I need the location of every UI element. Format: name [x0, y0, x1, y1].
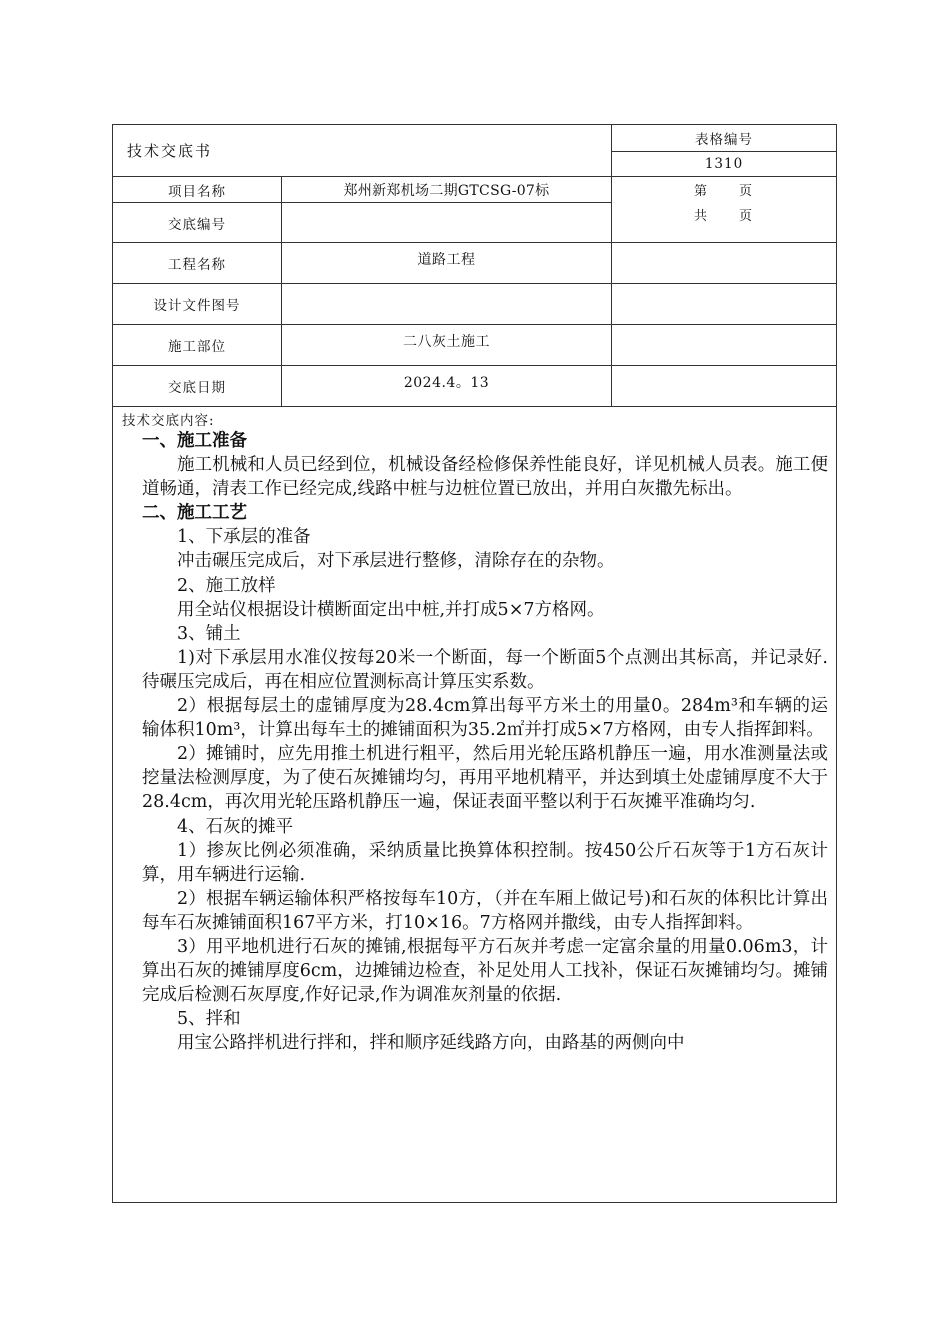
form-number: 1310 — [704, 155, 744, 172]
label-disclosure-date: 交底日期 — [168, 380, 226, 396]
label-construction-part: 施工部位 — [168, 339, 226, 355]
value-disclosure-no — [282, 203, 611, 242]
content-paragraph: 2）根据每层土的虚铺厚度为28.4cm算出每平方米土的用量0。284m³和车辆的运输体积10m³，计算出每车土的摊铺面积为35.2㎡并打成5×7方格网，由专人指挥卸料。 — [142, 696, 828, 741]
content-paragraph: 2）根据车辆运输体积严格按每车10方，（并在车厢上做记号)和石灰的体积比计算出每车石灰摊铺面积167平方米，打10×16。7方格网并撒线，由专人指挥卸料。 — [142, 888, 828, 933]
label-project-title: 工程名称 — [168, 257, 226, 273]
content-paragraph: 2）摊铺时，应先用推土机进行粗平，然后用光轮压路机静压一遍，用水准测量法或挖量法检测厚度，为了使石灰摊铺均匀，再用平地机精平，并达到填土处虚铺厚度不大于28.4cm，再次用光轮压路机静压一遍，保证表面平整以利于石灰摊平准确均匀. — [142, 744, 828, 813]
content-paragraph: 2、施工放样 — [177, 575, 276, 596]
content-paragraph: 1）掺灰比例必须准确，采纳质量比换算体积控制。按450公斤石灰等于1方石灰计算，用车辆进行运输. — [142, 840, 828, 885]
content-label: 技术交底内容: — [122, 413, 215, 429]
content-paragraph: 3）用平地机进行石灰的摊铺,根据每平方石灰并考虑一定富余量的用量0.06m3，计算出石灰的摊铺厚度6cm，边摊铺边检查，补足处用人工找补，保证石灰摊铺均匀。摊铺完成后检测石灰厚度,作好记录,作为调准灰剂量的依据. — [142, 936, 828, 1006]
label-drawing-no: 设计文件图号 — [153, 298, 241, 314]
content-paragraph: 1、下承层的准备 — [177, 527, 311, 548]
value-construction-part: 二八灰土施工 — [403, 334, 490, 350]
content-paragraph: 3、铺土 — [177, 623, 241, 644]
value-drawing-no — [282, 284, 611, 324]
content-paragraph: 用全站仪根据设计横断面定出中桩,并打成5×7方格网。 — [177, 599, 605, 620]
form-number-label: 表格编号 — [695, 132, 753, 148]
label-project-name: 项目名称 — [168, 183, 226, 200]
value-disclosure-date: 2024.4。13 — [403, 375, 490, 391]
content-body — [142, 429, 828, 1055]
rule — [113, 406, 836, 407]
content-paragraph: 冲击碾压完成后，对下承层进行整修，清除存在的杂物。 — [177, 551, 615, 572]
section-heading: 二、施工工艺 — [142, 503, 247, 524]
content-paragraph: 用宝公路拌机进行拌和，拌和顺序延线路方向，由路基的两侧向中 — [177, 1033, 685, 1054]
doc-title: 技术交底书 — [127, 142, 213, 160]
page-number: 第 页 — [693, 183, 754, 199]
label-disclosure-no: 交底编号 — [168, 216, 226, 233]
disclosure-form — [112, 124, 837, 1203]
value-project-name: 郑州新郑机场二期GTCSG-07标 — [343, 182, 550, 199]
content-paragraph: 5、拌和 — [177, 1009, 241, 1030]
content-paragraph: 施工机械和人员已经到位，机械设备经检修保养性能良好，详见机械人员表。施工便道畅通，清表工作已经完成,线路中桩与边桩位置已放出，并用白灰撒先标出。 — [142, 455, 828, 500]
value-project-title: 道路工程 — [417, 252, 476, 268]
content-paragraph: 4、石灰的摊平 — [177, 816, 294, 837]
content-paragraph: 1)对下承层用水准仪按每20米一个断面，每一个断面5个点测出其标高，并记录好.待碾压完成后，再在相应位置测标高计算压实系数。 — [142, 647, 828, 692]
page-total: 共 页 — [693, 208, 754, 224]
section-heading: 一、施工准备 — [142, 431, 247, 451]
